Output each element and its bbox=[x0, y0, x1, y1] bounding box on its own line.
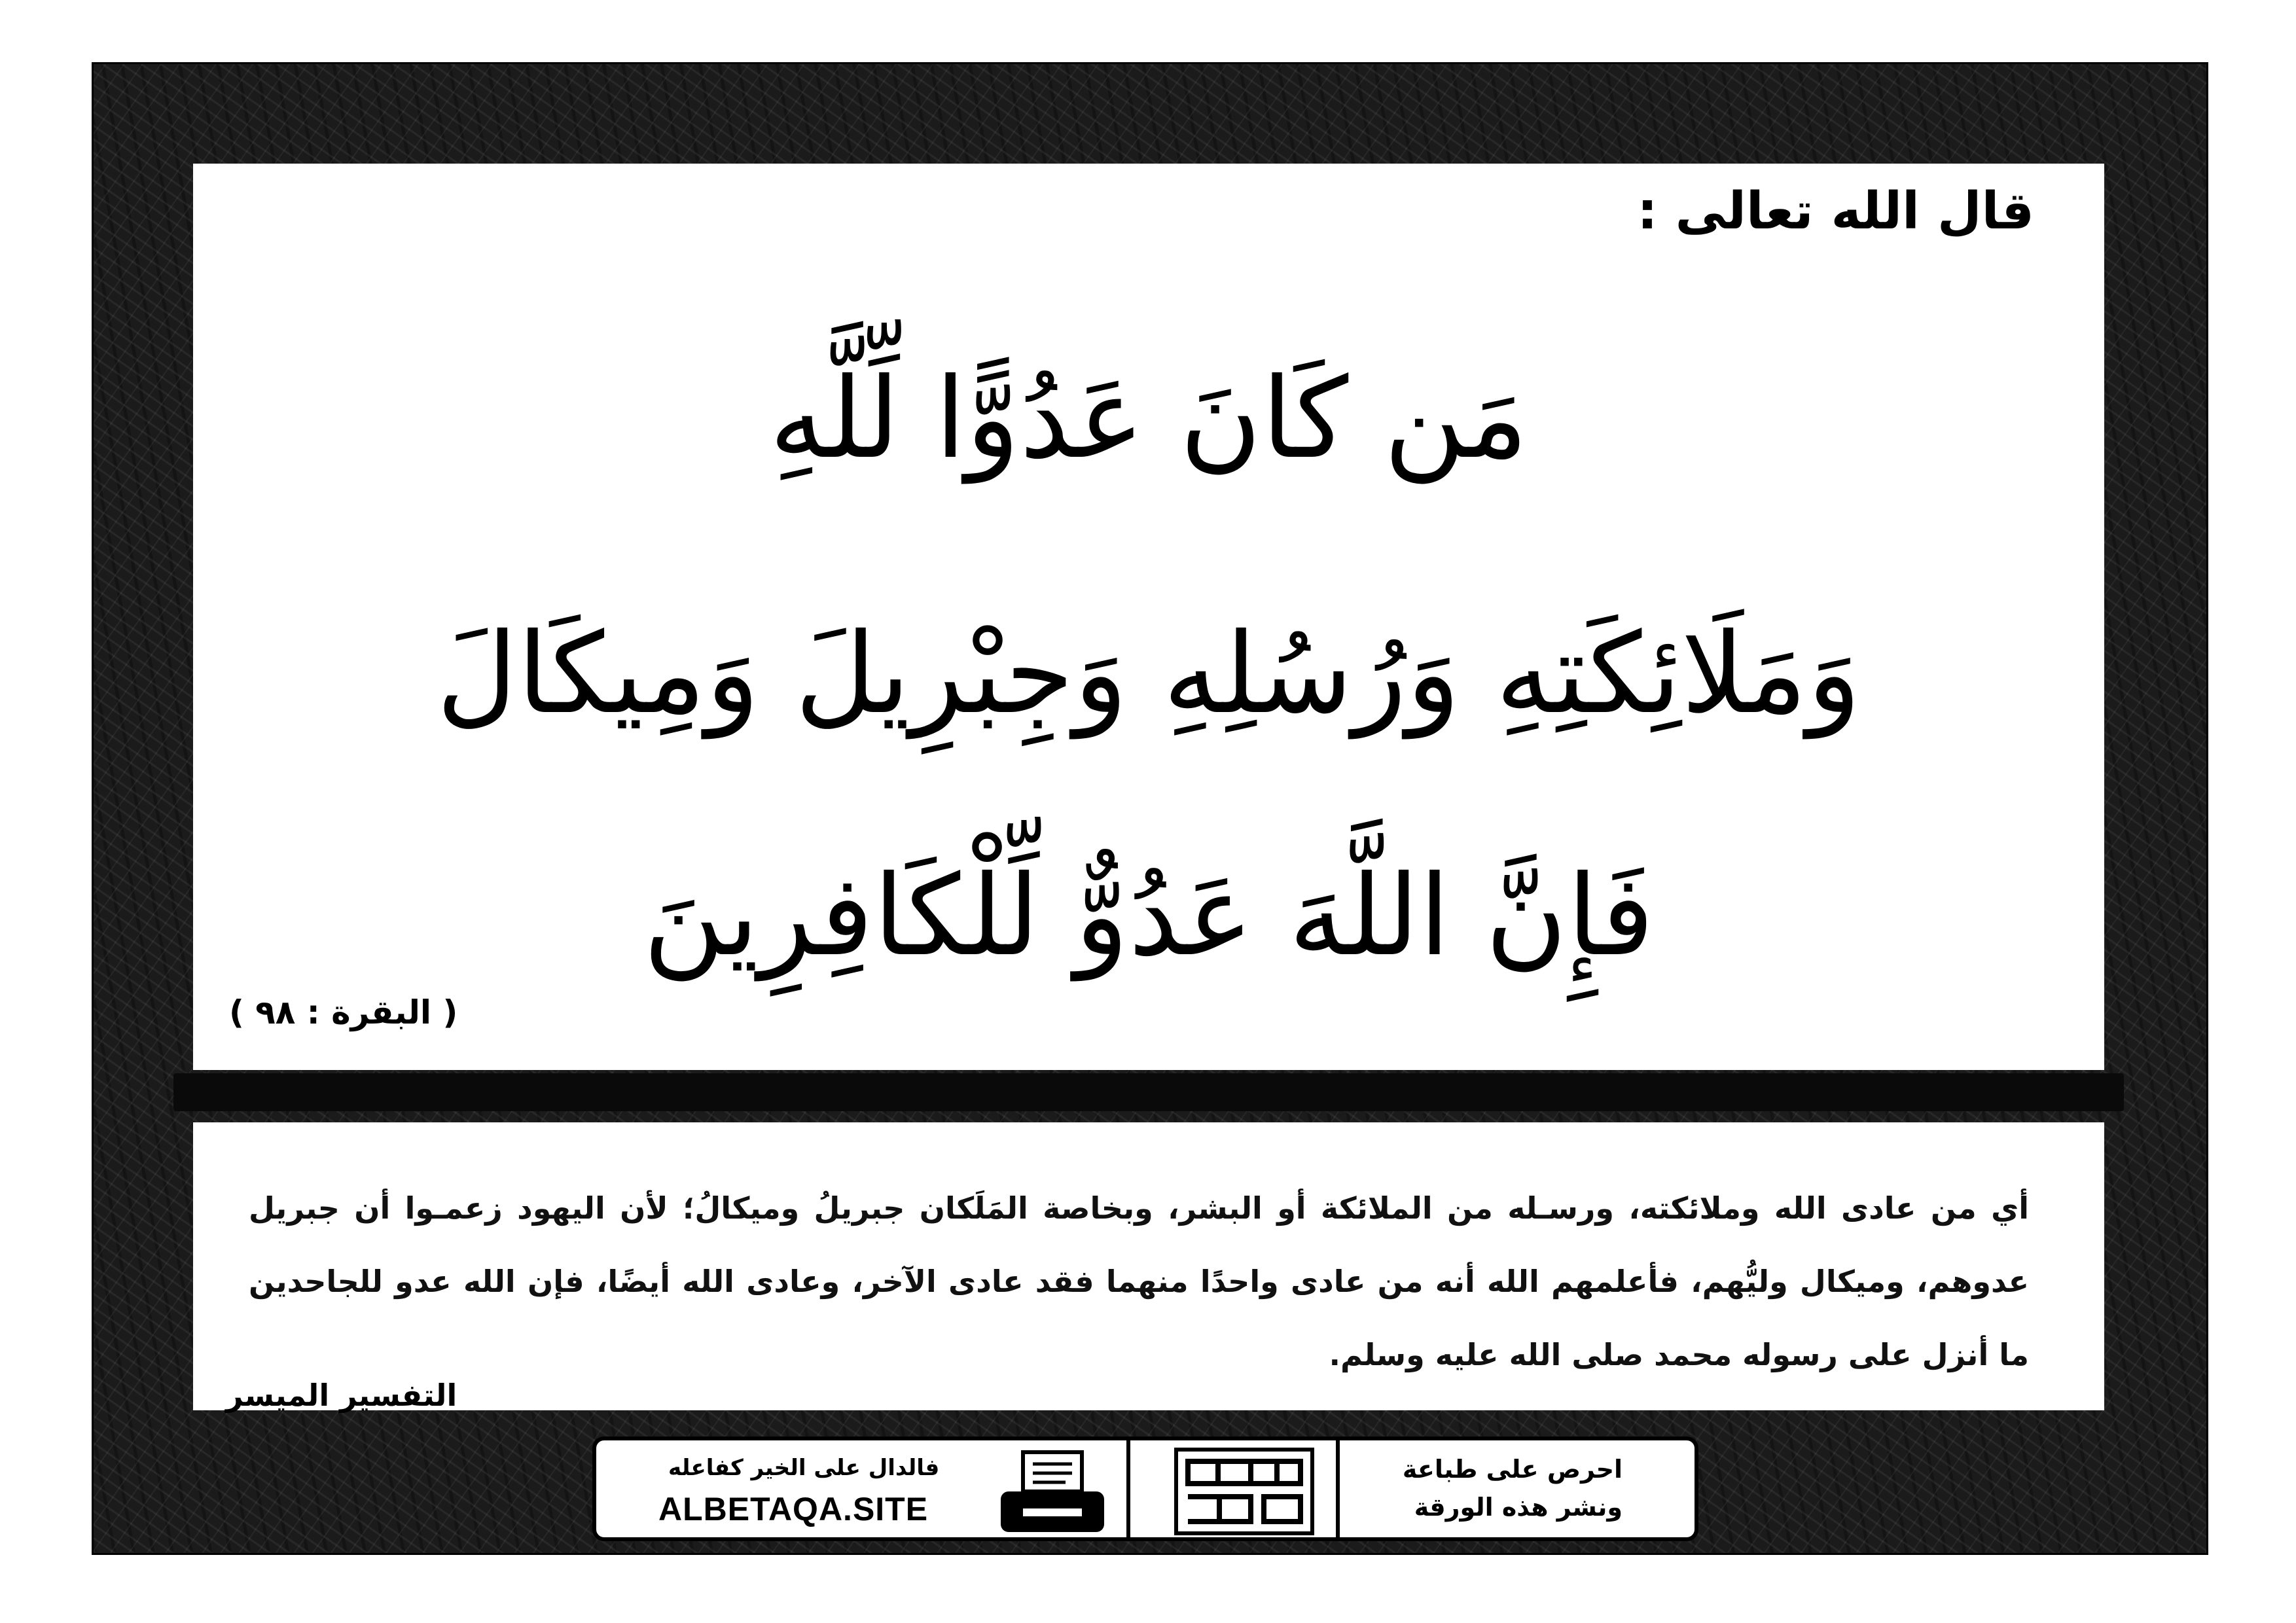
footer-motto: فالدال على الخير كفاعله bbox=[668, 1455, 940, 1481]
footer-separator-right bbox=[1336, 1440, 1340, 1537]
footer-separator-left bbox=[1126, 1440, 1130, 1537]
verse-reference: ( البقرة : ٩٨ ) bbox=[229, 993, 458, 1031]
dawa-logo bbox=[1172, 1446, 1316, 1537]
intro-heading: قال الله تعالى : bbox=[1637, 182, 2034, 241]
verse-line-2: وَمَلَائِكَتِهِ وَرُسُلِهِ وَجِبْرِيلَ وَمِيكَالَ bbox=[436, 609, 1861, 739]
verse-line-1: مَن كَانَ عَدُوًّا لِّلَّهِ bbox=[769, 354, 1528, 484]
verse-line-3: فَإِنَّ اللَّهَ عَدُوٌّ لِّلْكَافِرِينَ bbox=[643, 851, 1655, 981]
footer-instruction-2: ونشر هذه الورقة bbox=[1414, 1493, 1623, 1522]
tafsir-text: أي من عادى الله وملائكته، ورسـله من الملائكة أو البشر، وبخاصة المَلَكان جبريلُ وميكالُ؛ لأن اليهود زعمـوا أن جبريل عدوهم، وميكال وليُّهم، فأعلمهم الله أنه من عادى واحدًا منهما فقد عادى الآخر، وعادى الله أيضًا، فإن الله عدو للجاحدين ما أنزل على رسوله محمد صلى الله عليه وسلم. bbox=[249, 1190, 2029, 1372]
footer-instruction-1: احرص على طباعة bbox=[1402, 1455, 1623, 1484]
footer-site-link[interactable]: ALBETAQA.SITE bbox=[658, 1491, 929, 1527]
footer-box bbox=[592, 1436, 1698, 1541]
divider-bar bbox=[173, 1073, 2124, 1111]
tafsir-source: التفسير الميسر bbox=[226, 1378, 457, 1413]
printer-icon bbox=[997, 1450, 1108, 1535]
